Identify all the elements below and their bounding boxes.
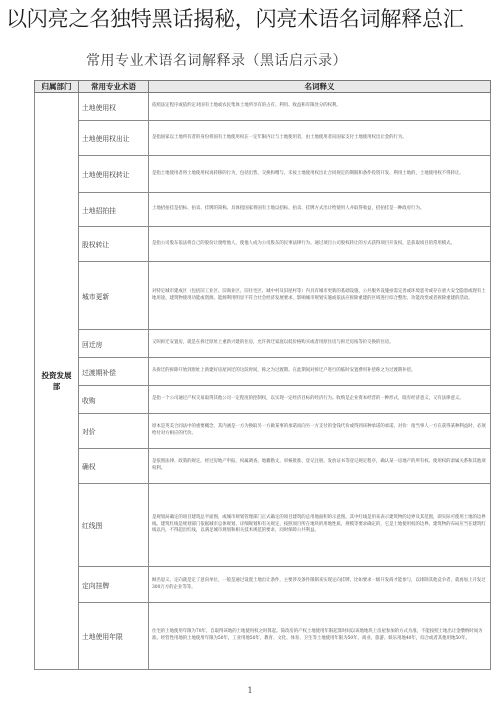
term-cell: 土地使用权 (79, 93, 149, 121)
header-definition: 名词释义 (149, 81, 491, 93)
definition-cell: 依照法定程序或依约定对国有土地或农民集体土地所享有的占有、利用、收益和有限处分的权利。 (149, 93, 491, 121)
document-title: 常用专业术语名词解释录（黑话启示录） (86, 53, 347, 69)
table-row (35, 330, 491, 358)
table-row (35, 121, 491, 156)
table-row (35, 156, 491, 193)
term-cell: 过渡期补偿 (79, 358, 149, 386)
definition-cell: 又叫拆迁安置房，就是在拆迁原址上重新兴建的住房，允许拆迁家庭以低价格购买或者用原住房与拆迁房按等价交换的住房。 (149, 330, 491, 358)
term-cell: 城市更新 (79, 262, 149, 330)
definition-cell: 是依照法律、政策的规定，经过房地产申报、权属调查、地籍勘丈、审核批准、登记注册、发放证书等登记规定程序，确认某一房地产的所有权、使用权的隶属关系和其他项权利。 (149, 449, 491, 484)
page-number: 1 (247, 686, 253, 695)
table-row (35, 386, 491, 414)
term-cell: 土地使用权出让 (79, 121, 149, 156)
term-cell: 收购 (79, 386, 149, 414)
table-row (35, 93, 491, 121)
definition-cell: 住宅的土地使用年限为70年，自取得该地的土地使用权之时算起。简改房的产权土地使用年限起算时间以该地地块上房屋参加的方式为准，不能按照土地出让金缴纳时间为准。经营性用地的土地使用年限为50年，工业用地50年，教育、文化、体育、卫生等土地使用年限为50年，商业、旅游、娱乐用地40年，综合或者其他用地50年。 (149, 603, 491, 670)
definition-cell: 从拆迁的拆除开始到原址上新建好房屋回迁的这段时间，称之为过渡期。在此期间对拆迁户进行的临时安置费用补偿称之为过渡期补偿。 (149, 358, 491, 386)
term-cell: 股权转让 (79, 227, 149, 262)
definition-cell: 原本是英美合同法中的重要概念，其内涵是一方为换取另一方做某事的承诺而向另一方支付的金钱代价或得到该种承诺的承诺。对价：指当事人一方在获得某种利益时，必须给付对方相应的代价。 (149, 414, 491, 449)
page-heading: 以闪亮之名独特黑话揭秘，闪亮术语名词解释总汇 (6, 7, 464, 31)
definition-cell: 是指公司股东依法将自己的股份让渡给他人，使他人成为公司股东的民事法律行为。通过项目公司股权转让的方式获得项目开发权，是获取项目的常用模式。 (149, 227, 491, 262)
definition-cell: 是指国家以土地所有者的身份将国有土地使用权在一定年限内让与土地使用者，由土地使用者向国家支付土地使用权出让金的行为。 (149, 121, 491, 156)
term-cell: 确权 (79, 449, 149, 484)
header-term: 常用专业术语 (79, 81, 149, 93)
term-cell: 土地招拍挂 (79, 193, 149, 227)
definition-cell: 是指一个公司通过产权交易取得其他公司一定程度的控制权，以实现一定经济目标的经济行为。收购是企业资本经营的一种形式，既有经济意义，又有法律意义。 (149, 386, 491, 414)
table-row (35, 414, 491, 449)
department-cell: 投资发展部 (35, 93, 79, 670)
terms-table-sheet (34, 80, 490, 678)
header-department: 归属部门 (35, 81, 79, 93)
table-header-row (35, 81, 491, 93)
term-cell: 土地使用权转让 (79, 156, 149, 193)
table-row (35, 227, 491, 262)
table-row (35, 603, 491, 670)
table-row (35, 358, 491, 386)
term-cell: 红线图 (79, 484, 149, 567)
term-cell: 定向挂牌 (79, 567, 149, 603)
definition-cell: 是规划局确定的项目建筑总平面图，或城市规划管理部门正式确定的项目建筑的总用地面积的示意图。其中红线是用来表示建筑物的边界及其范围，即实际可使用土地的边界线。建筑红线是规划部门依据城市总体规划、详细规划和有关规定，按照项目所在地块的用地性质、规模等要求确定的，它是土地使用权的边界。建筑物的布局应当在建筑红线以内，不得超出红线，以满足城市规划和相关技术规范的要求，同时保障公共利益。 (149, 484, 491, 567)
term-cell: 土地使用年限 (79, 603, 149, 670)
terms-table (34, 80, 491, 670)
table-row (35, 193, 491, 227)
definition-cell: 是指土地使用者将土地使用权再转移的行为，包括出售、交换和赠与。未按土地使用权出让合同规定的期限和条件投资开发、利用土地的，土地使用权不得转让。 (149, 156, 491, 193)
term-cell: 回迁房 (79, 330, 149, 358)
definition-cell: 土地招拍挂是招标、拍卖、挂牌的简称。具体指国家将国有土地以招标、拍卖、挂牌方式出让给使用人并取得收益，招拍挂是一种政府行为。 (149, 193, 491, 227)
table-row (35, 484, 491, 567)
definition-cell: 对特定城市建成区（包括旧工业区、旧商业区、旧住宅区、城中村及旧屋村等）内具有城市更新的基础设施、公共服务设施亟需完善或环境恶劣或存在重大安全隐患或现有土地用途、建筑物使用功能或资源、能源利用明显不符合社会经济发展要求、影响城市规划实施或依法应拆除重建的区域进行综合整治、功能改变或者拆除重建的活动。 (149, 262, 491, 330)
table-row (35, 567, 491, 603)
table-row (35, 262, 491, 330)
term-cell: 对价 (79, 414, 149, 449)
definition-cell: 顾名思义，定向就是定了意向单位，一般是通过设置土地出让条件，主要涉及条件限制来实现定向挂牌，比如要求一级开发商才能参与，以排除其他竞争者，就再加上开发过300万方的企业等等。 (149, 567, 491, 603)
table-row (35, 449, 491, 484)
